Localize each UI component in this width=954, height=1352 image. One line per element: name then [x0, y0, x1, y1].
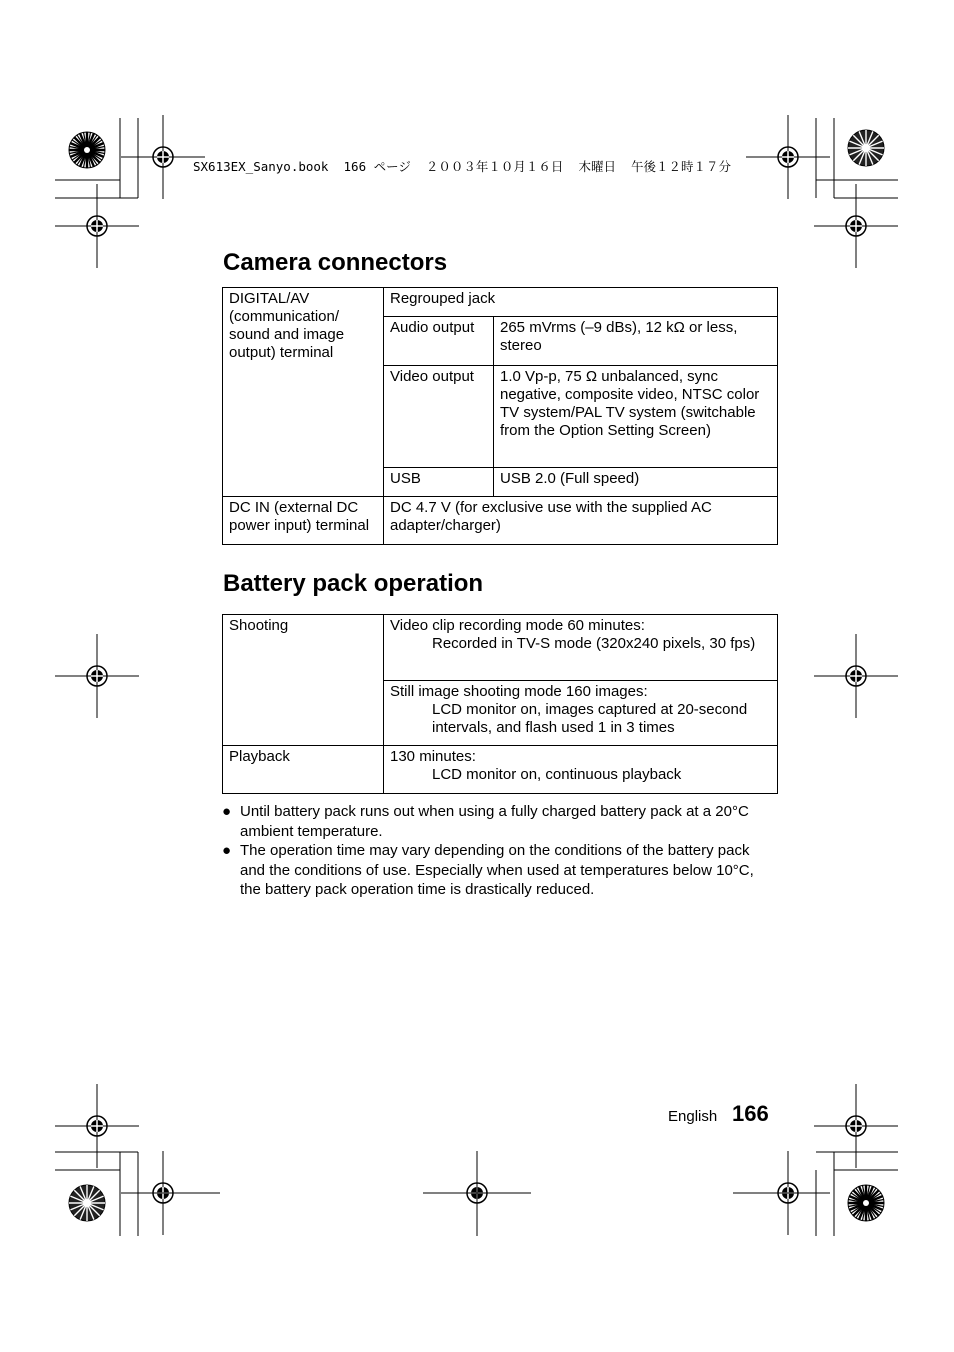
playback-label: Playback: [223, 746, 384, 794]
shooting-label: Shooting: [223, 615, 384, 746]
section-title-battery-pack-operation: Battery pack operation: [223, 570, 484, 597]
dc-in-label: DC IN (external DC power input) terminal: [223, 497, 384, 545]
playback-detail: LCD monitor on, continuous playback: [432, 766, 682, 783]
note-item: [222, 841, 778, 900]
usb-value: USB 2.0 (Full speed): [494, 468, 778, 497]
audio-output-label: Audio output: [384, 317, 494, 366]
note-text: The operation time may vary depending on the conditions of the battery pack and the conditions of use. Especially when used at temperatures below 10°C, the battery pack operation time is drastically reduced.: [240, 842, 754, 898]
usb-label: USB: [384, 468, 494, 497]
playback-main: 130 minutes:: [390, 748, 476, 765]
playback-cell: [384, 746, 778, 794]
notes-list: [222, 802, 778, 900]
video-clip-cell: [384, 615, 778, 681]
note-text: Until battery pack runs out when using a fully charged battery pack at a 20°C ambient temperature.: [240, 803, 749, 840]
audio-output-value: 265 mVrms (–9 dBs), 12 kΩ or less, stereo: [494, 317, 778, 366]
video-clip-detail: Recorded in TV-S mode (320x240 pixels, 30 fps): [432, 635, 756, 652]
print-file-info: SX613EX_Sanyo.book 166 ページ ２００３年１０月１６日 木曜日 午後１２時１７分: [193, 159, 732, 174]
camera-connectors-table: [222, 287, 778, 545]
page-number: 166: [732, 1101, 769, 1126]
video-output-label: Video output: [384, 366, 494, 468]
still-image-main: Still image shooting mode 160 images:: [390, 683, 648, 700]
bullet-icon: ●: [222, 842, 232, 859]
bullet-icon: ●: [222, 803, 232, 820]
digital-av-label: DIGITAL/AV (communication/ sound and image output) terminal: [223, 288, 384, 497]
still-image-cell: [384, 681, 778, 746]
regrouped-jack: Regrouped jack: [384, 288, 778, 317]
footer-language: English: [668, 1108, 718, 1125]
video-clip-main: Video clip recording mode 60 minutes:: [390, 617, 645, 634]
video-output-value: 1.0 Vp-p, 75 Ω unbalanced, sync negative, composite video, NTSC color TV system/PAL TV system (switchable from the Option Setting Screen): [494, 366, 778, 468]
section-title-camera-connectors: Camera connectors: [223, 249, 448, 276]
still-image-detail: LCD monitor on, images captured at 20-second intervals, and flash used 1 in 3 times: [432, 701, 748, 736]
battery-operation-table: [222, 614, 778, 794]
note-item: [222, 802, 778, 841]
dc-in-value: DC 4.7 V (for exclusive use with the supplied AC adapter/charger): [384, 497, 778, 545]
